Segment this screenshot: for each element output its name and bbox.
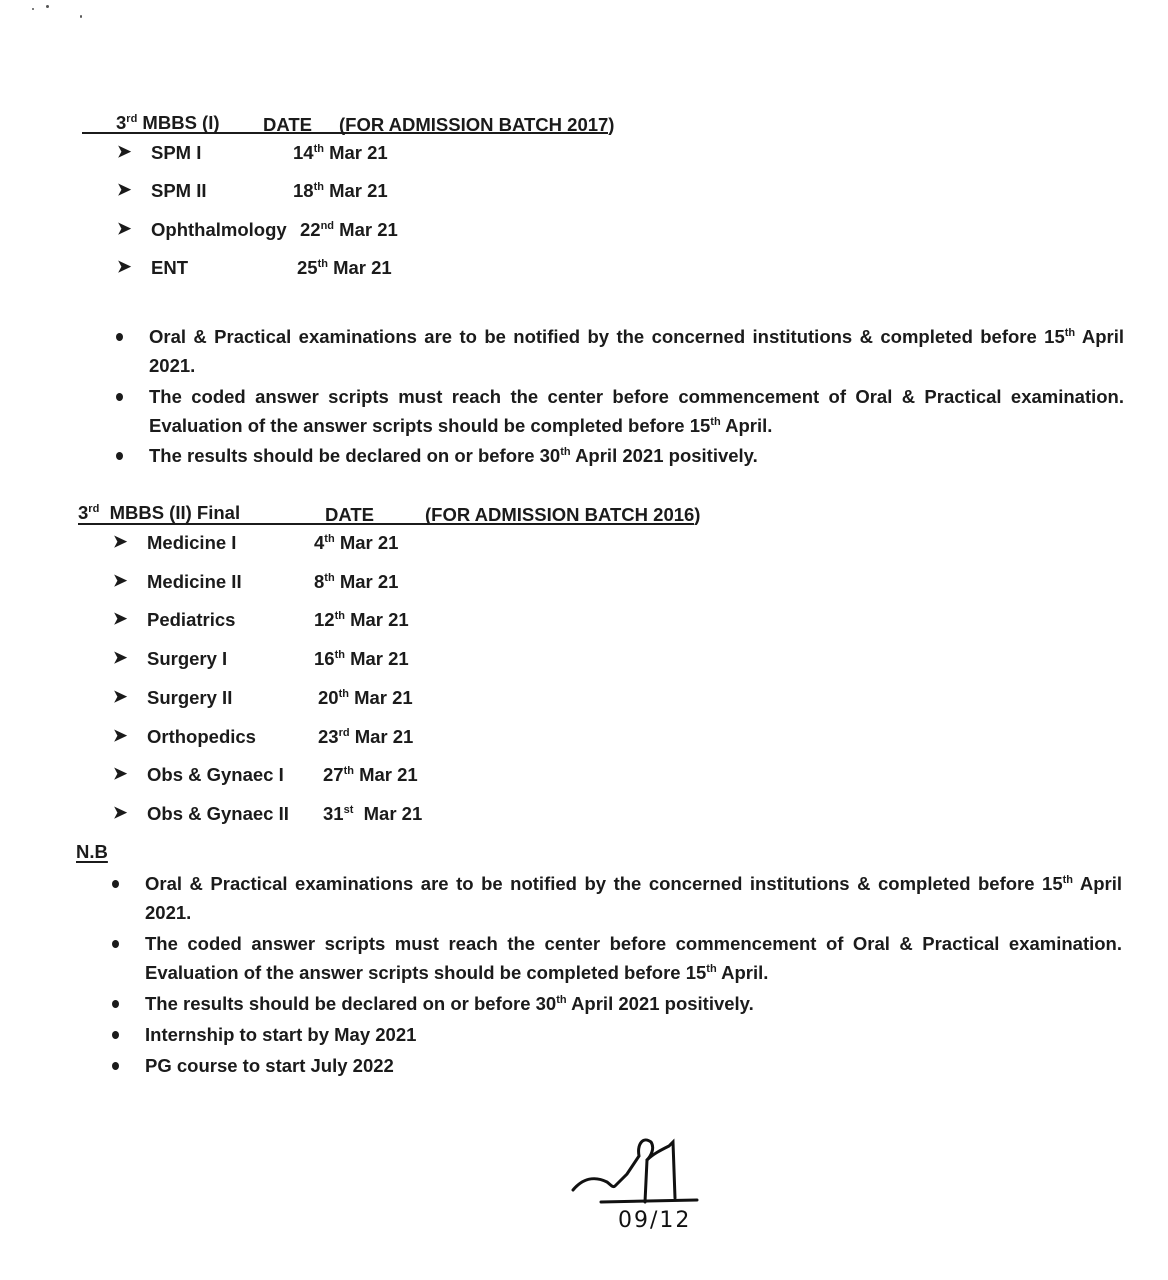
signature-date-text: 09/12: [618, 1208, 692, 1233]
exam-date: [314, 532, 398, 554]
arrow-bullet-icon: ➤: [117, 256, 132, 276]
exam-date: [323, 764, 418, 786]
note-text-tail: April 2021 positively.: [566, 993, 754, 1014]
heading-ordinal-sup: rd: [88, 503, 100, 515]
note-text-tail: April.: [720, 415, 773, 436]
exam-day: 16: [314, 648, 335, 670]
exam-month-year: Mar 21: [334, 570, 399, 592]
note-text-tail: April 2021.: [145, 873, 1122, 923]
exam-date: [314, 648, 409, 670]
heading-course: MBBS (I): [137, 112, 220, 133]
exam-month-year: Mar 21: [323, 142, 388, 163]
exam-day-suffix: th: [317, 257, 328, 270]
exam-month-year: Mar 21: [323, 180, 388, 202]
exam-date: [300, 219, 398, 241]
note-text-sup: th: [710, 416, 721, 428]
note-text-sup: th: [1064, 327, 1076, 339]
note-text-tail: April 2021 positively.: [570, 445, 758, 466]
note-text-main: The results should be declared on or before 30: [145, 993, 557, 1014]
exam-month-year: Mar 21: [344, 648, 409, 670]
bullet-dot-icon: [112, 1031, 119, 1039]
exam-day-suffix: th: [338, 687, 349, 700]
exam-day: 20: [318, 686, 339, 708]
note-text-main: The coded answer scripts must reach the center before commencement of Oral & Practical examination. Evaluation of the answer scripts should be completed before 15: [145, 933, 1122, 983]
exam-date: [293, 180, 388, 202]
arrow-bullet-icon: ➤: [113, 764, 128, 784]
arrow-bullet-icon: ➤: [113, 609, 128, 629]
exam-date: [318, 726, 413, 748]
signature: [565, 1130, 735, 1250]
exam-day: 14: [293, 142, 314, 163]
exam-day-suffix: rd: [338, 726, 350, 739]
exam-subject: Medicine II: [147, 570, 242, 592]
exam-day: 22: [300, 218, 321, 240]
exam-date: [323, 803, 422, 825]
exam-day: 25: [297, 256, 318, 278]
exam-date: [293, 142, 388, 164]
bullet-dot-icon: [116, 333, 123, 341]
note-text-sup: th: [560, 446, 571, 458]
exam-subject: Obs & Gynaec I: [147, 764, 284, 786]
heading-course: MBBS (II) Final: [99, 502, 241, 523]
note-text: [145, 1051, 1122, 1080]
exam-day: 4: [314, 532, 325, 553]
note-text-main: Oral & Practical examinations are to be notified by the concerned institutions & completed before 15: [149, 326, 1065, 347]
exam-day: 23: [318, 725, 339, 747]
heading-date-label: DATE: [263, 114, 312, 135]
note-text-main: The results should be declared on or before 30: [149, 445, 561, 466]
exam-day-suffix: st: [343, 803, 354, 816]
exam-day: 31: [323, 802, 344, 824]
exam-month-year: Mar 21: [327, 256, 392, 278]
note-text: [149, 382, 1124, 440]
exam-day-suffix: th: [324, 533, 335, 545]
bullet-dot-icon: [112, 1062, 119, 1070]
exam-date: [314, 609, 409, 631]
bullet-dot-icon: [116, 393, 123, 401]
exam-day-suffix: th: [313, 143, 324, 155]
note-text-tail: April 2021.: [149, 326, 1124, 376]
section-heading: [78, 502, 240, 524]
exam-day-suffix: nd: [320, 219, 335, 232]
heading-ordinal: 3: [78, 502, 89, 523]
note-text: [145, 929, 1122, 987]
exam-subject: Ophthalmology: [151, 218, 287, 240]
exam-day: 18: [293, 180, 314, 202]
exam-month-year: Mar 21: [344, 609, 409, 631]
note-text-tail: April.: [716, 962, 769, 983]
exam-day-suffix: th: [343, 765, 354, 778]
arrow-bullet-icon: ➤: [113, 532, 128, 551]
heading-ordinal: 3: [116, 112, 127, 133]
exam-subject: ENT: [151, 256, 188, 278]
exam-date: [297, 257, 392, 279]
heading-ordinal-sup: rd: [126, 113, 138, 125]
exam-month-year: Mar 21: [348, 686, 413, 708]
exam-month-year: Mar 21: [349, 725, 414, 747]
note-text-sup: th: [706, 963, 717, 975]
arrow-bullet-icon: ➤: [117, 180, 132, 200]
exam-date: [318, 687, 413, 709]
note-text-main: Internship to start by May 2021: [145, 1024, 417, 1045]
arrow-bullet-icon: ➤: [113, 648, 128, 668]
arrow-bullet-icon: ➤: [113, 802, 128, 822]
exam-day-suffix: th: [334, 610, 345, 623]
bullet-dot-icon: [112, 1000, 119, 1008]
heading-batch: (FOR ADMISSION BATCH 2017): [339, 114, 615, 135]
bullet-dot-icon: [112, 940, 119, 948]
exam-month-year: Mar 21: [353, 802, 423, 824]
exam-day-suffix: th: [334, 649, 345, 662]
exam-day: 8: [314, 570, 325, 592]
note-text-sup: th: [556, 994, 567, 1006]
scan-speck: [32, 8, 34, 10]
exam-month-year: Mar 21: [353, 764, 418, 786]
exam-subject: Orthopedics: [147, 725, 256, 747]
arrow-bullet-icon: ➤: [117, 142, 132, 161]
section-heading: [116, 112, 220, 134]
arrow-bullet-icon: ➤: [117, 218, 132, 238]
exam-subject: Medicine I: [147, 532, 237, 553]
note-text: [145, 1020, 1122, 1049]
scan-speck: [80, 15, 82, 18]
note-text: [145, 989, 1122, 1018]
bullet-dot-icon: [116, 452, 123, 460]
note-text-main: Oral & Practical examinations are to be notified by the concerned institutions & completed before 15: [145, 873, 1063, 894]
note-text-main: PG course to start July 2022: [145, 1055, 394, 1076]
exam-subject: SPM I: [151, 142, 202, 163]
exam-day-suffix: th: [313, 181, 324, 194]
exam-subject: Obs & Gynaec II: [147, 802, 289, 824]
note-text-sup: th: [1062, 874, 1074, 886]
exam-subject: Surgery II: [147, 686, 233, 708]
exam-day: 27: [323, 764, 344, 786]
bullet-dot-icon: [112, 880, 119, 888]
exam-subject: Pediatrics: [147, 609, 236, 631]
note-text: [145, 869, 1122, 927]
exam-day: 12: [314, 609, 335, 631]
heading-batch: (FOR ADMISSION BATCH 2016): [425, 504, 701, 525]
arrow-bullet-icon: ➤: [113, 725, 128, 745]
signature-date: [618, 1208, 691, 1233]
scan-speck: [46, 5, 49, 8]
nb-label: N.B: [76, 841, 108, 862]
arrow-bullet-icon: ➤: [113, 570, 128, 590]
note-text-main: The coded answer scripts must reach the center before commencement of Oral & Practical examination. Evaluation of the answer scripts should be completed before 15: [149, 386, 1124, 436]
exam-day-suffix: th: [324, 571, 335, 584]
exam-subject: Surgery I: [147, 648, 228, 670]
exam-subject: SPM II: [151, 180, 207, 202]
heading-date-label: DATE: [325, 504, 374, 525]
note-text: [149, 441, 1124, 470]
note-text: [149, 322, 1124, 380]
arrow-bullet-icon: ➤: [113, 686, 128, 706]
exam-month-year: Mar 21: [334, 218, 398, 240]
exam-month-year: Mar 21: [334, 532, 399, 553]
exam-date: [314, 571, 398, 593]
